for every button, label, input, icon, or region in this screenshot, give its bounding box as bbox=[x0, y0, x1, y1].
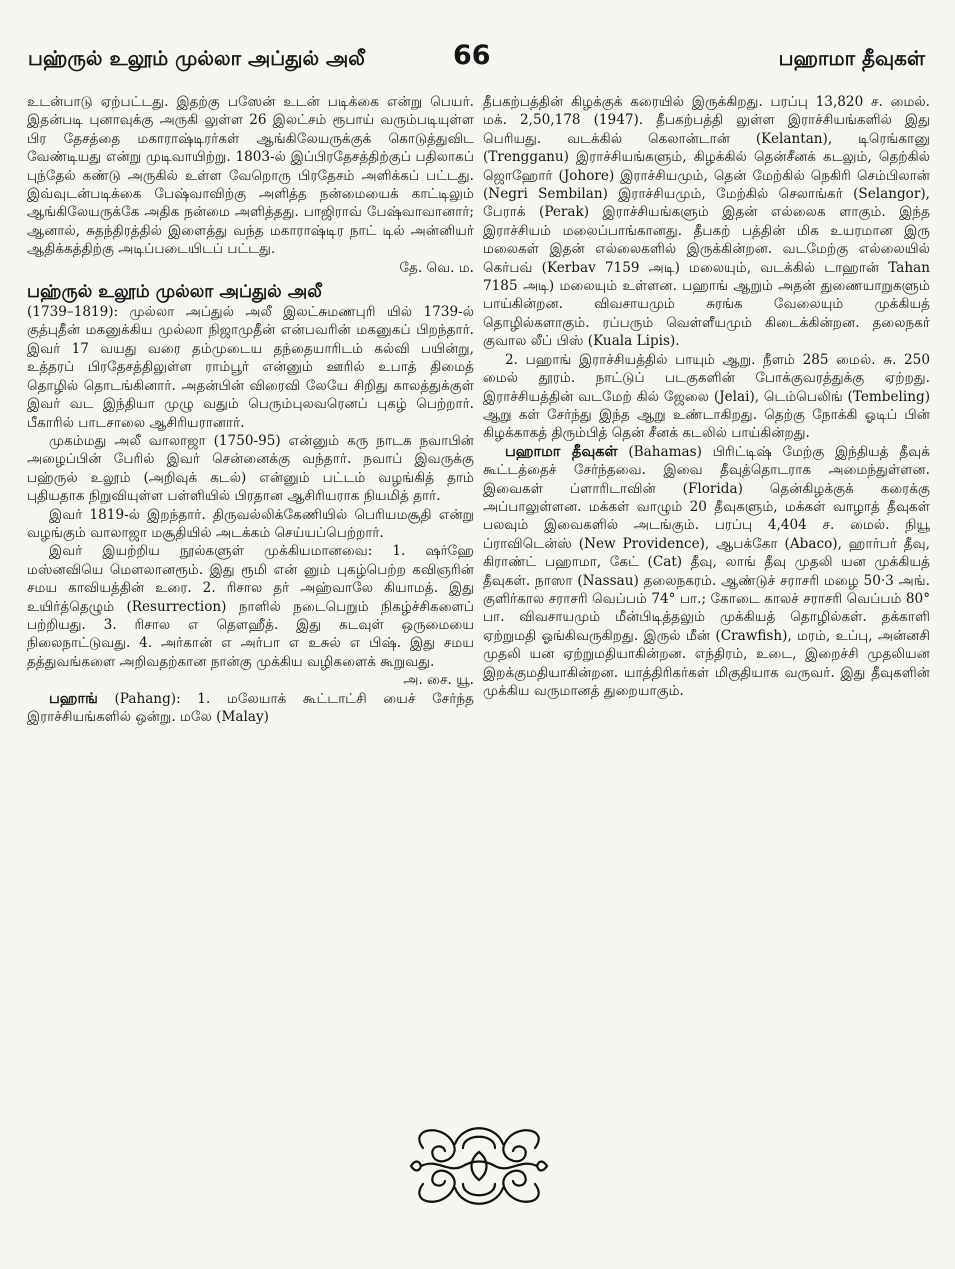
running-header bbox=[28, 40, 925, 80]
author-initials: தே. வெ. ம. bbox=[399, 259, 474, 276]
page-number: 66 bbox=[453, 40, 491, 71]
entry-head-bahamas: பஹாமா தீவுகள் bbox=[505, 443, 618, 460]
right-column bbox=[483, 93, 930, 700]
paragraph-bahamas-text: (Bahamas) பிரிட்டிஷ் மேற்கு இந்தியத் தீவுக் கூட்டத்தைச் சேர்ந்தவை. இவை தீவுத்தொடராக அமைந்துள்ளன. இவைகள் ப்ளாரிடாவின் (Florida) தென்கிழக்குக் கரைக்கு அப்பாலுள்ளன. மக்கள் வாழும் 20 தீவுகளும், மக்கள் வாழாத் தீவுகள் பலவும் இவைகளில் அடங்கும். பரப்பு 4,404 ச. மைல். நியூ ப்ராவிடென்ஸ் (New Providence), ஆபக்கோ (Abaco), ஹார்பர் தீவு, கிராண்ட் பஹாமா, கேட் (Cat) தீவு, லாங் தீவு முதலி யன முக்கியத் தீவுகள். நாஸா (Nassau) தலைநகரம். ஆண்டுச் சராசரி மழை 50·3 அங். குளிர்கால சராசரி வெப்பம் 74° பா.; கோடை காலச் சராசரி வெப்பம் 80° பா. விவசாயமும் மீன்பிடித்தலும் முக்கியத் தொழில்கள். தக்காளி ஏற்றுமதி ஓங்கிவருகிறது. இருல் மீன் (Crawfish), மரம், உப்பு, அன்னசி முதலி யன ஏற்றுமதியாகின்றன. எந்திரம், உடை, இறைச்சி முதலியன இறக்குமதியாகின்றன. யாத்திரிகர்கள் மிகுதியாக வருவர். இது தீவுகளின் முக்கிய வருமானத் துறையாகும். bbox=[483, 443, 930, 699]
paragraph-bahamas bbox=[483, 443, 930, 701]
header-left-title: பஹ்ருல் உலூம் முல்லா அப்துல் அலீ bbox=[28, 46, 365, 70]
paragraph-works: இவர் இயற்றிய நூல்களுள் முக்கியமானவை: 1. ஷர்ஹே மஸ்னவியெ மௌலானரூம். இது ரூமி என் னும் புகழ்பெற்ற கவிஞரின் சமய காவியத்தின் உரை. 2. ரிசால தர் அஹ்வாலே கியாமத். இது உயிர்த்தெழும் (Resurrection) நாளில் நடைபெறும் நிகழ்ச்சிகளைப் பற்றியது. 3. ரிசால எ தௌஹீத். இது கடவுள் ஒருமையை நிலைநாட்டுவது. 4. அர்கான் எ அர்பா எ உசுல் எ பிஷ். இது சமய தத்துவங்களை அறிவதற்கான நான்கு முக்கிய வழிகளைக் கூறுவது. bbox=[27, 543, 474, 670]
paragraph-death: இவர் 1819-ல் இறந்தார். திருவல்லிக்கேணியில் பெரியமசூதி என்று வழங்கும் வாலாஜா மசூதியில் அடக்கம் செய்யப்பெற்றார். bbox=[27, 506, 474, 541]
paragraph-biography: (1739–1819): முல்லா அப்துல் அலீ இலட்சுமணபுரி யில் 1739-ல் குத்புதீன் மகனுக்கிய முல்லா நிஜாமுதீன் என்பவரின் மகனுகப் பிறந்தார். இவர் 17 வயது வரை தம்முடைய தந்தையாரிடம் கல்வி பயின்று, உத்தரப் பிரதேசத்திலுள்ள ராம்பூர் என்னும் ஊரில் உபாத் திமைத் தொழில் தொடங்கினார். அதன்பின் விரைவி லேயே சிறிது காலத்துக்குள் இவர் வட இந்தியா முழு வதும் பெரும்புலவரெனப் புகழ் பெற்றார். பீகாரில் பாடசாலை ஆசிரியரானார். bbox=[27, 304, 474, 431]
paragraph-pahang-river: 2. பஹாங் இராச்சியத்தில் பாயும் ஆறு. நீளம் 285 மைல். சு. 250 மைல் தூரம். நாட்டுப் படகுகளின் போக்குவரத்துக்கு ஏற்றது. இராச்சியத்தின் வடமேற் கில் ஜேலை (Jelai), டெம்பெலிங் (Tembeling) ஆறு கள் சேர்ந்து இந்த ஆறு உண்டாகிறது. தெற்கு நோக்கி ஓடிப் பின் கிழக்காகத் திரும்பித் தென் சீனக் கடலில் பாய்கின்றது. bbox=[483, 351, 930, 442]
left-column bbox=[27, 93, 474, 726]
paragraph-baseen-treaty: உடன்பாடு ஏற்பட்டது. இதற்கு பஸேன் உடன் படிக்கை என்று பெயர். இதன்படி புனாவுக்கு அருகி லுள்ள 26 இலட்சம் ரூபாய் வரும்படியுள்ள பிர தேசத்தை மகாராஷ்டிரர்கள் ஆங்கிலேயருக்குக் கொடுத்துவிட வேண்டியது என்று முடிவாயிற்று. 1803-ல் இப்பிரதேசத்திற்குப் பதிலாகப் புந்தேல் கண்டு அருகில் உள்ள வேறொரு பிரதேசம் அளிக்கப் பட்டது. இவ்வுடன்படிக்கை பேஷ்வாவிற்கு அளித்த நன்மையைக் காட்டிலும் ஆங்கிலேயருக்கே அதிக நன்மை அளித்தது. பாஜிராவ் பேஷ்வாவானார்; ஆனால், சுதந்திரத்தில் இளைத்து வந்த மகாராஷ்டிர நாட் டில் அன்னியர் ஆதிக்கத்திற்கு அடிப்படையிடப் பட்டது. bbox=[27, 94, 474, 258]
author-initials: அ. சை. யூ. bbox=[403, 672, 474, 689]
entry-title-bahrul-uloom: பஹ்ருல் உலூம் முல்லா அப்துல் அலீ bbox=[27, 282, 322, 303]
decorative-flourish bbox=[403, 1118, 555, 1214]
entry-head-pahang: பஹாங் bbox=[49, 690, 98, 707]
paragraph-pahang-intro bbox=[27, 690, 474, 727]
header-right-title: பஹாமா தீவுகள் bbox=[778, 46, 925, 70]
paragraph-pahang-state: தீபகற்பத்தின் கிழக்குக் கரையில் இருக்கிறது. பரப்பு 13,820 ச. மைல். மக். 2,50,178 (1947). தீபகற்பத்தி லுள்ள இராச்சியங்களில் இது பெரியது. வடக்கில் கெலான்டான் (Kelantan), டிரெங்கானு (Trengganu) இராச்சியங்களும், கிழக்கில் தென்சீனக் கடலும், தெற்கில் ஜொஹோர் (Johore) இராச்சியமும், தென் மேற்கில் நெகிரி செம்பிலான் (Negri Sembilan) இராச்சியமும், மேற்கில் செலாங்கர் (Selangor), பேராக் (Perak) இராச்சியங்களும் இதன் எல்லைக ளாகும். இந்த இராச்சியம் மலைப்பாங்கானது. தீபகற் பத்தின் மிக உயரமான இரு மலைகள் இதன் எல்லைகளில் இருக்கின்றன. வடமேற்கு எல்லையில் கெர்பவ் (Kerbav 7159 அடி) மலையும், வடக்கில் டாஹான் Tahan 7185 அடி) மலையும் உள்ளன. பஹாங் ஆறும் அதன் துணையாறுகளும் பாய்கின்றன. விவசாயமும் சுரங்க வேலையும் முக்கியத் தொழில்களாகும். ரப்பரும் வெள்ளீயமும் கிடைக்கின்றன. தலைநகர் குவால லீப் பிஸ் (Kuala Lipis). bbox=[483, 94, 930, 350]
paragraph-madras-visit: முகம்மது அலீ வாலாஜா (1750-95) என்னும் கரு நாடக நவாபின் அழைப்பின் பேரில் இவர் சென்னைக்கு வந்தார். நவாப் இவருக்கு பஹ்ருல் உலூம் (அறிவுக் கடல்) என்னும் பட்டம் வழங்கித் தாம் புதியதாக நிறுவியுள்ள பள்ளியில் பிரதான ஆசிரியராக நியமித் தார். bbox=[27, 432, 474, 505]
paragraph-pahang-text: (Pahang): 1. மலேயாக் கூட்டாட்சி யைச் சேர்ந்த இராச்சியங்களில் ஒன்று. மலே (Malay) bbox=[27, 690, 474, 725]
